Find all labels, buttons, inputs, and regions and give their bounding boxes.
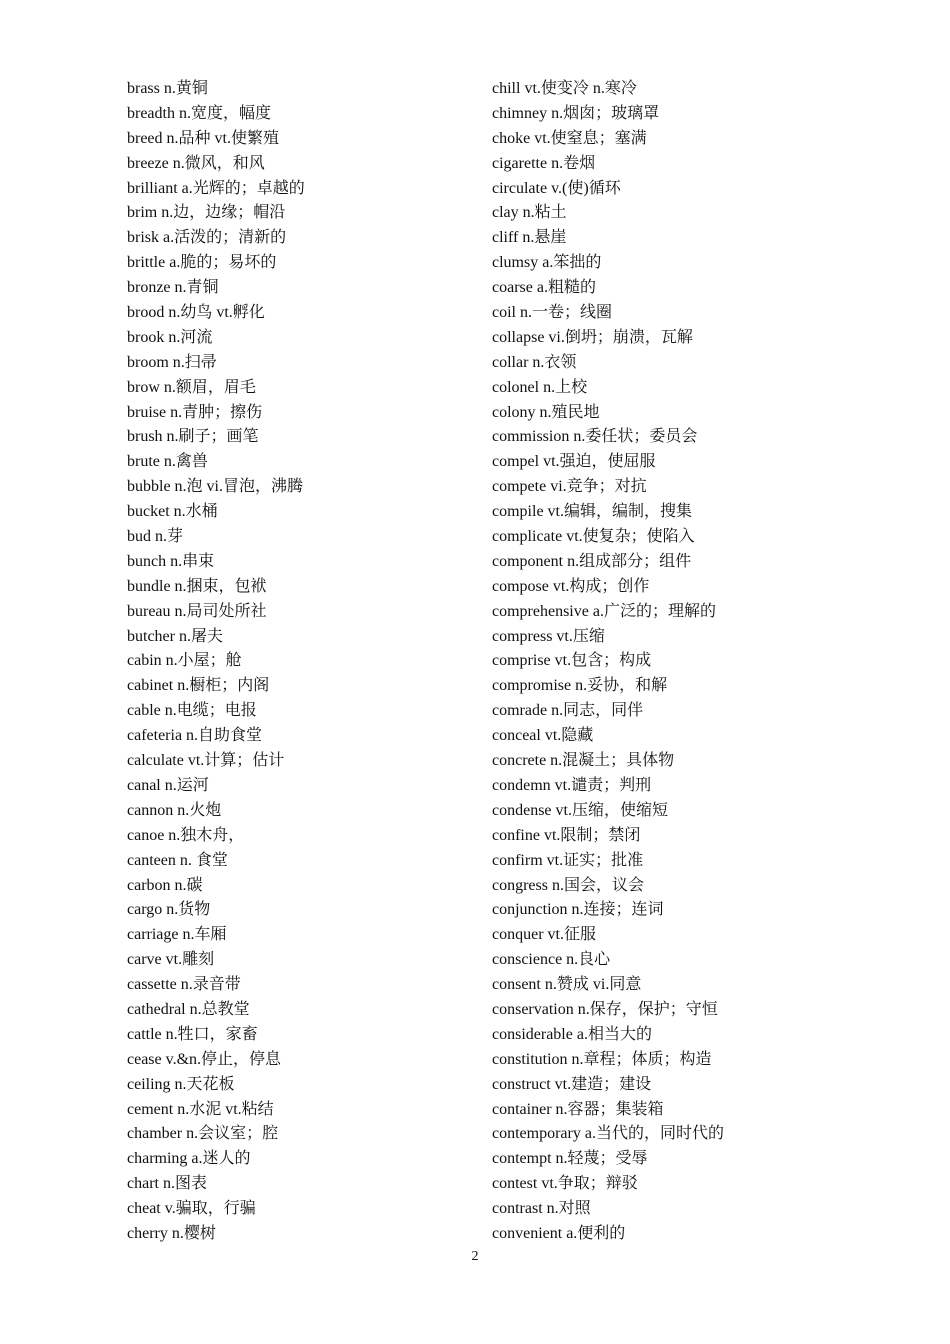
vocabulary-entry: confirm vt.证实；批准 (492, 851, 644, 869)
vocabulary-entry: breeze n.微风，和风 (127, 154, 265, 172)
vocabulary-entry: contest vt.争取；辩驳 (492, 1175, 638, 1193)
vocabulary-entry: compromise n.妥协，和解 (492, 677, 668, 695)
vocabulary-entry: comrade n.同志，同伴 (492, 702, 644, 720)
vocabulary-entry: brute n.禽兽 (127, 453, 208, 471)
vocabulary-entry: canal n.运河 (127, 776, 209, 794)
vocabulary-entry: cafeteria n.自助食堂 (127, 727, 263, 745)
vocabulary-entry: breadth n.宽度，幅度 (127, 104, 271, 122)
vocabulary-entry: compete vi.竞争；对抗 (492, 478, 647, 496)
vocabulary-entry: brow n.额眉，眉毛 (127, 378, 256, 396)
vocabulary-entry: coarse a.粗糙的 (492, 279, 596, 297)
vocabulary-entry: butcher n.屠夫 (127, 627, 223, 645)
vocabulary-entry: colony n.殖民地 (492, 403, 600, 421)
vocabulary-entry: comprise vt.包含；构成 (492, 652, 652, 670)
vocabulary-entry: cassette n.录音带 (127, 976, 241, 994)
vocabulary-entry: brittle a.脆的；易坏的 (127, 254, 277, 272)
vocabulary-entry: clay n.粘土 (492, 204, 567, 222)
vocabulary-entry: brim n.边，边缘；帽沿 (127, 204, 286, 222)
vocabulary-entry: clumsy a.笨拙的 (492, 254, 602, 272)
vocabulary-entry: considerable a.相当大的 (492, 1025, 652, 1043)
vocabulary-entry: cliff n.悬崖 (492, 229, 567, 247)
vocabulary-entry: conquer vt.征服 (492, 926, 596, 944)
vocabulary-entry: conjunction n.连接；连词 (492, 901, 664, 919)
vocabulary-entry: bubble n.泡 vi.冒泡，沸腾 (127, 478, 303, 496)
vocabulary-entry: circulate v.(使)循环 (492, 179, 621, 197)
vocabulary-entry: bundle n.捆束，包袱 (127, 577, 267, 595)
vocabulary-entry: brisk a.活泼的；清新的 (127, 229, 287, 247)
vocabulary-entry: contemporary a.当代的，同时代的 (492, 1125, 724, 1143)
vocabulary-entry: compel vt.强迫，使屈服 (492, 453, 656, 471)
vocabulary-entry: confine vt.限制；禁闭 (492, 826, 641, 844)
vocabulary-entry: chamber n.会议室；腔 (127, 1125, 279, 1143)
vocabulary-entry: concrete n.混凝土；具体物 (492, 752, 675, 770)
vocabulary-entry: construct vt.建造；建设 (492, 1075, 652, 1093)
vocabulary-entry: convenient a.便利的 (492, 1224, 626, 1242)
vocabulary-entry: carbon n.碳 (127, 876, 203, 894)
vocabulary-entry: bud n.芽 (127, 528, 184, 546)
vocabulary-entry: cargo n.货物 (127, 901, 211, 919)
vocabulary-entry: broom n.扫帚 (127, 353, 217, 371)
vocabulary-entry: cement n.水泥 vt.粘结 (127, 1100, 274, 1118)
vocabulary-column-left (127, 77, 467, 1247)
vocabulary-column-right (492, 77, 832, 1247)
vocabulary-entry: conceal vt.隐藏 (492, 727, 594, 745)
vocabulary-entry: cattle n.牲口，家畜 (127, 1025, 258, 1043)
vocabulary-entry: collar n.衣领 (492, 353, 577, 371)
vocabulary-entry: comprehensive a.广泛的；理解的 (492, 602, 716, 620)
vocabulary-entry: conservation n.保存，保护；守恒 (492, 1000, 718, 1018)
vocabulary-entry: charming a.迷人的 (127, 1150, 251, 1168)
vocabulary-entry: canoe n.独木舟， (127, 826, 245, 844)
vocabulary-entry: compile vt.编辑，编制，搜集 (492, 503, 692, 521)
vocabulary-entry: congress n.国会，议会 (492, 876, 644, 894)
vocabulary-entry: carriage n.车厢 (127, 926, 227, 944)
vocabulary-entry: condemn vt.谴责；判刑 (492, 776, 652, 794)
vocabulary-entry: constitution n.章程；体质；构造 (492, 1050, 712, 1068)
vocabulary-entry: cherry n.樱树 (127, 1224, 216, 1242)
page-number: 2 (471, 1249, 479, 1264)
vocabulary-entry: bruise n.青肿；擦伤 (127, 403, 263, 421)
vocabulary-entry: conscience n.良心 (492, 951, 611, 969)
vocabulary-entry: cigarette n.卷烟 (492, 154, 596, 172)
vocabulary-entry: chimney n.烟囱；玻璃罩 (492, 104, 660, 122)
vocabulary-entry: condense vt.压缩，使缩短 (492, 801, 668, 819)
vocabulary-entry: cathedral n.总教堂 (127, 1000, 250, 1018)
vocabulary-entry: breed n.品种 vt.使繁殖 (127, 129, 279, 147)
vocabulary-entry: collapse vi.倒坍；崩溃，瓦解 (492, 328, 693, 346)
vocabulary-entry: brush n.刷子；画笔 (127, 428, 259, 446)
vocabulary-entry: cabinet n.橱柜；内阁 (127, 677, 270, 695)
vocabulary-entry: bucket n.水桶 (127, 503, 218, 521)
vocabulary-entry: chart n.图表 (127, 1175, 207, 1193)
vocabulary-entry: cable n.电缆；电报 (127, 702, 257, 720)
vocabulary-entry: contempt n.轻蔑；受辱 (492, 1150, 648, 1168)
vocabulary-entry: compress vt.压缩 (492, 627, 605, 645)
vocabulary-entry: choke vt.使窒息；塞满 (492, 129, 647, 147)
vocabulary-entry: consent n.赞成 vi.同意 (492, 976, 642, 994)
vocabulary-entry: carve vt.雕刻 (127, 951, 215, 969)
vocabulary-entry: cheat v.骗取，行骗 (127, 1200, 256, 1218)
vocabulary-entry: canteen n. 食堂 (127, 851, 228, 869)
vocabulary-entry: cease v.&n.停止，停息 (127, 1050, 282, 1068)
vocabulary-entry: colonel n.上校 (492, 378, 588, 396)
vocabulary-entry: cabin n.小屋；舱 (127, 652, 242, 670)
vocabulary-entry: coil n.一卷；线圈 (492, 304, 612, 322)
vocabulary-entry: chill vt.使变冷 n.寒冷 (492, 80, 637, 97)
vocabulary-entry: container n.容器；集装箱 (492, 1100, 664, 1118)
vocabulary-entry: complicate vt.使复杂；使陷入 (492, 528, 695, 546)
vocabulary-entry: cannon n.火炮 (127, 801, 222, 819)
vocabulary-entry: bureau n.局司处所社 (127, 602, 267, 620)
vocabulary-entry: bunch n.串束 (127, 552, 215, 570)
vocabulary-entry: commission n.委任状；委员会 (492, 428, 698, 446)
vocabulary-entry: calculate vt.计算；估计 (127, 752, 285, 770)
vocabulary-entry: brass n.黄铜 (127, 80, 208, 97)
vocabulary-entry: compose vt.构成；创作 (492, 577, 650, 595)
vocabulary-entry: contrast n.对照 (492, 1200, 591, 1218)
vocabulary-entry: bronze n.青铜 (127, 279, 219, 297)
vocabulary-entry: component n.组成部分；组件 (492, 552, 692, 570)
vocabulary-entry: brood n.幼鸟 vt.孵化 (127, 304, 265, 322)
vocabulary-entry: brook n.河流 (127, 328, 213, 346)
vocabulary-entry: brilliant a.光辉的；卓越的 (127, 179, 305, 197)
vocabulary-entry: ceiling n.天花板 (127, 1075, 235, 1093)
